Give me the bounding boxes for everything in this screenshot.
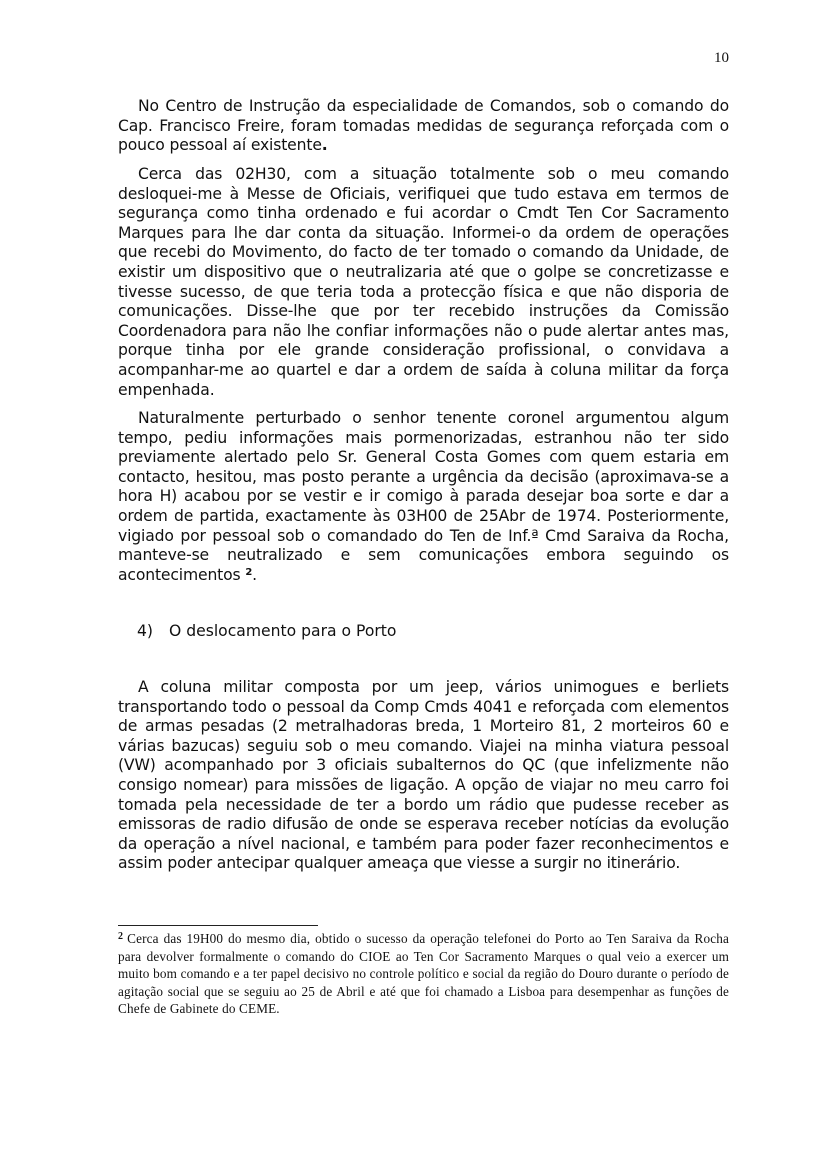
paragraph-centro-instrucao: [118, 97, 729, 156]
paragraph-coluna-militar: A coluna militar composta por um jeep, vários unimogues e berliets transportando todo o pessoal da Comp Cmds 4041 e reforçada com elementos de armas pesadas (2 metralhadoras breda, 1 Morteiro 81, 2 morteiros 60 e várias bazucas) seguiu sob o meu comando. Viajei na minha viatura pessoal (VW) acompanhado por 3 oficiais subalternos do QC (que infelizmente não consigo nomear) para missões de ligação. A opção de viajar no meu carro foi tomada pela necessidade de ter a bordo um rádio que pudesse receber as emissoras de radio difusão de onde se esperava receber notícias da evolução da operação a nível nacional, e também para poder fazer reconhecimentos e assim poder antecipar qualquer ameaça que viesse a surgir no itinerário.: [118, 678, 729, 873]
paragraph-block-1: [118, 97, 729, 156]
footnote-text: Cerca das 19H00 do mesmo dia, obtido o sucesso da operação telefonei do Porto ao Ten Saraiva da Rocha para devolver formalmente o comando do CIOE ao Ten Cor Sacramento Marques o qual veio a exercer um muito bom comando e a ter papel decisivo no controle político e social da região do Douro durante o período de agitação social que se seguiu ao 25 de Abril e até que foi chamado a Lisboa para desempenhar as funções de Chefe de Gabinete do CEME.: [118, 931, 729, 1016]
paragraph-text: Naturalmente perturbado o senhor tenente coronel argumentou algum tempo, pediu informações mais pormenorizadas, estranhou não ter sido previamente alertado pelo Sr. General Costa Gomes com quem estaria em contacto, hesitou, mas posto perante a urgência da decisão (aproximava-se a hora H) acabou por se vestir e ir comigo à parada desejar boa sorte e dar a ordem de partida, exactamente às 03H00 de 25Abr de 1974. Posteriormente, vigiado por pessoal sob o comandado do Ten de Inf.ª Cmd Saraiva da Rocha, manteve-se neutralizado e sem comunicações embora seguindo os acontecimentos: [118, 409, 729, 584]
page-number: 10: [714, 50, 729, 66]
paragraph-naturalmente: [118, 409, 729, 585]
paragraph-end-mark: .: [252, 565, 257, 584]
paragraph-block-3: [118, 409, 729, 585]
footnote-divider: [118, 925, 318, 926]
paragraph-text: No Centro de Instrução da especialidade de Comandos, sob o comando do Cap. Francisco Freire, foram tomadas medidas de segurança reforçada com o pouco pessoal aí existente: [118, 97, 729, 155]
section-title: O deslocamento para o Porto: [169, 622, 397, 640]
paragraph-block-2: [118, 165, 729, 400]
section-number: 4): [137, 622, 154, 640]
paragraph-cerca-0230: Cerca das 02H30, com a situação totalmente sob o meu comando desloquei-me à Messe de Oficiais, verifiquei que tudo estava em termos de segurança como tinha ordenado e fui acordar o Cmdt Ten Cor Sacramento Marques para lhe dar conta da situação. Informei-o da ordem de operações que recebi do Movimento, do facto de ter tomado o comando da Unidade, de existir um dispositivo que o neutralizaria até que o golpe se concretizasse e tivesse sucesso, de que teria toda a protecção física e que não disporia de comunicações. Disse-lhe que por ter recebido instruções da Comissão Coordenadora para não lhe confiar informações não o pude alertar antes mas, porque tinha por ele grande consideração profissional, o convidava a acompanhar-me ao quartel e dar a ordem de saída à coluna militar da força empenhada.: [118, 165, 729, 399]
section-heading: [137, 622, 396, 642]
footnote: [118, 930, 729, 1018]
paragraph-end-mark: .: [321, 136, 328, 155]
footnote-marker: 2: [118, 931, 124, 942]
paragraph-block-4: [118, 678, 729, 874]
footnote-reference: 2: [245, 566, 253, 578]
